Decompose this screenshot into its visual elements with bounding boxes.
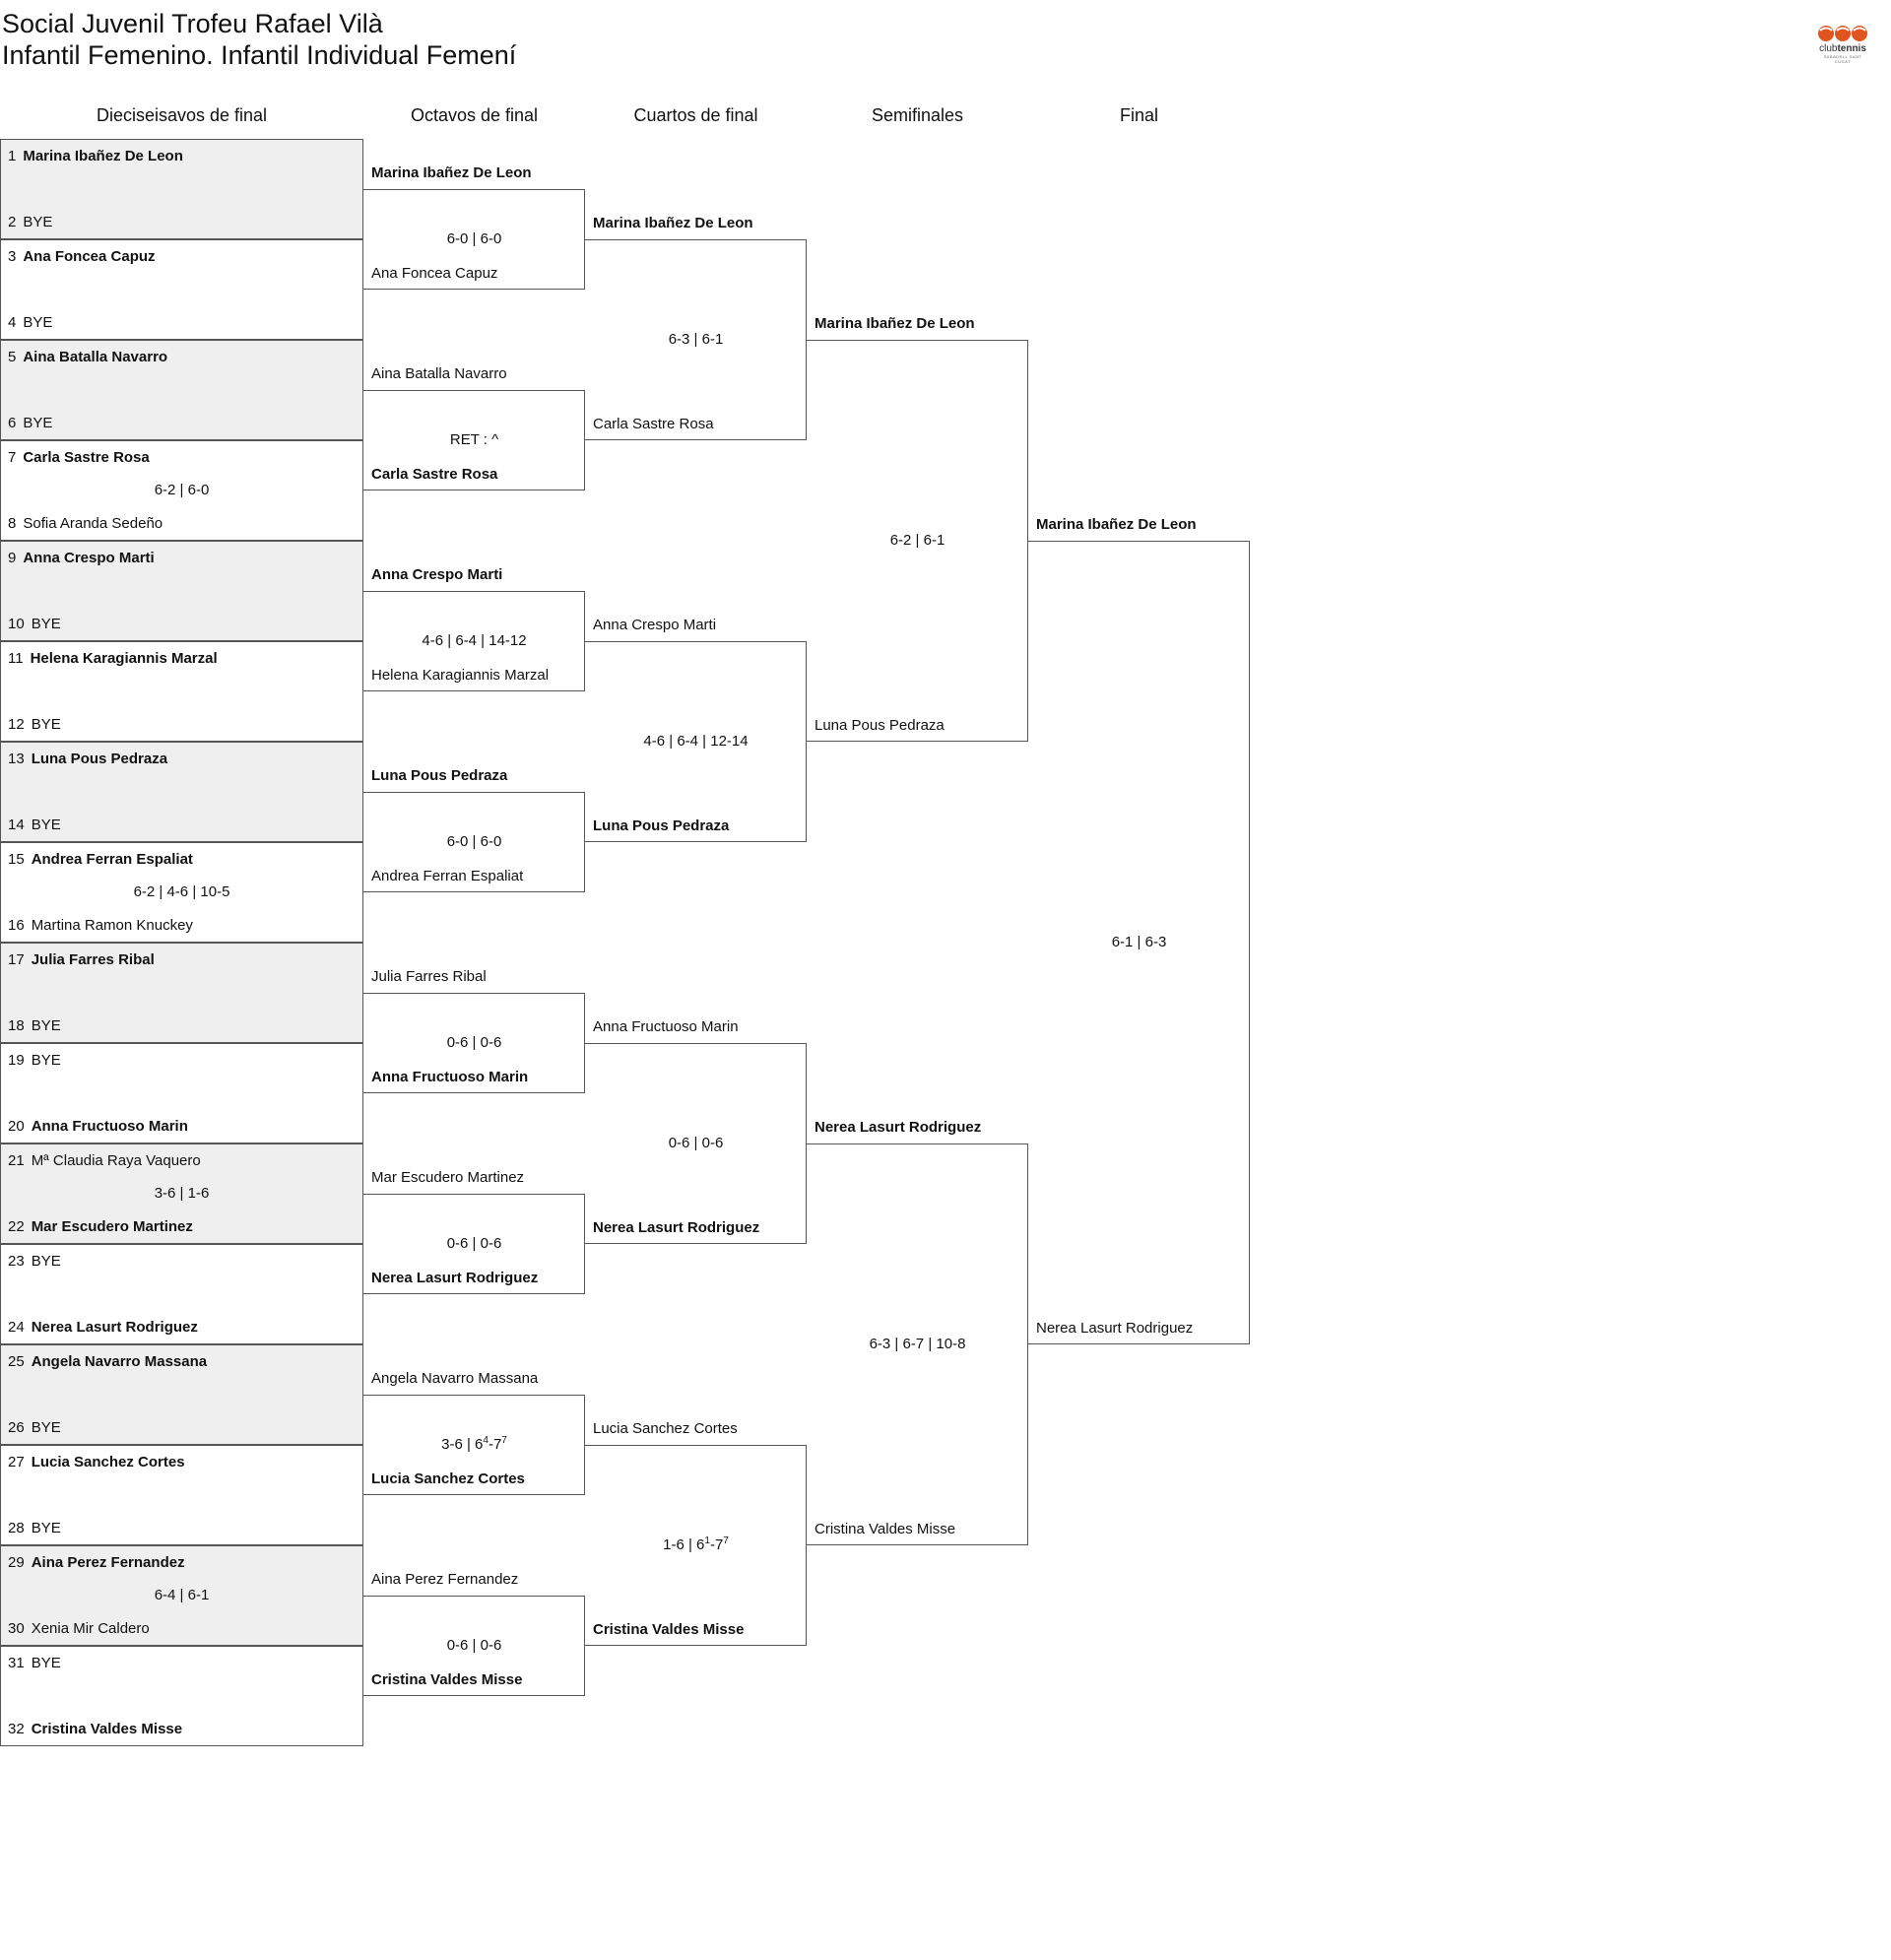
seed-number: 7 [8, 449, 17, 466]
seed-number: 30 [8, 1620, 25, 1637]
score-text: 6-1 | 6-3 [1111, 934, 1167, 950]
player-name: Luna Pous Pedraza [31, 751, 168, 767]
player-name[interactable]: Julia Farres Ribal [371, 968, 487, 985]
player-name[interactable]: Anna Crespo Marti [593, 617, 717, 633]
player-name: Marina Ibañez De Leon [23, 148, 183, 164]
player-name: Mar Escudero Martinez [31, 1218, 193, 1235]
seed-number: 26 [8, 1419, 25, 1436]
player-name: Xenia Mir Caldero [31, 1620, 150, 1637]
player-entry[interactable] [8, 850, 193, 870]
player-name: Helena Karagiannis Marzal [30, 650, 218, 667]
tiebreak-score: 1 [704, 1535, 710, 1546]
player-entry[interactable] [8, 816, 61, 835]
player-name[interactable]: Luna Pous Pedraza [815, 717, 945, 734]
player-name: Anna Fructuoso Marin [31, 1118, 188, 1135]
match-score [585, 1535, 807, 1555]
score-text: 0-6 | 0-6 [446, 1637, 502, 1654]
match-score: 6-4 | 6-1 [154, 1587, 210, 1603]
player-name: Ana Foncea Capuz [23, 248, 156, 265]
seed-number: 22 [8, 1218, 25, 1235]
seed-number: 16 [8, 917, 25, 934]
tennis-ball-logo-icon [1816, 22, 1869, 43]
player-entry[interactable] [8, 1151, 201, 1171]
seed-number: 20 [8, 1118, 25, 1135]
player-entry[interactable] [8, 1318, 198, 1338]
player-name: BYE [23, 214, 53, 230]
player-name: BYE [31, 616, 61, 632]
seed-number: 25 [8, 1353, 25, 1370]
seed-number: 6 [8, 415, 17, 431]
seed-number: 18 [8, 1017, 25, 1034]
player-name[interactable]: Carla Sastre Rosa [371, 466, 498, 483]
player-name: Nerea Lasurt Rodriguez [31, 1319, 198, 1336]
player-name: Andrea Ferran Espaliat [31, 851, 193, 868]
match-score [363, 631, 585, 651]
seed-number: 15 [8, 851, 25, 868]
player-name: BYE [31, 1655, 61, 1671]
match-score: 6-2 | 4-6 | 10-5 [133, 883, 230, 900]
player-entry[interactable] [8, 715, 61, 735]
player-name[interactable]: Cristina Valdes Misse [815, 1521, 956, 1537]
player-name: BYE [31, 1052, 61, 1069]
score-text: RET : ^ [449, 431, 499, 448]
player-name[interactable]: Anna Fructuoso Marin [371, 1069, 529, 1085]
seed-number: 11 [8, 650, 24, 667]
player-name: Aina Batalla Navarro [23, 349, 168, 365]
match-score [585, 732, 807, 751]
match-score [807, 1335, 1028, 1354]
seed-number: 31 [8, 1655, 25, 1671]
page-subtitle: Infantil Femenino. Infantil Individual Femení [2, 40, 517, 70]
player-entry[interactable] [8, 1117, 188, 1137]
player-name: BYE [31, 716, 61, 733]
player-entry[interactable] [8, 1217, 193, 1237]
player-name[interactable]: Nerea Lasurt Rodriguez [371, 1270, 539, 1286]
round-header-sf: Semifinales [871, 105, 964, 125]
player-name[interactable]: Luna Pous Pedraza [371, 767, 508, 784]
player-entry[interactable] [8, 414, 52, 433]
seed-number: 28 [8, 1520, 25, 1536]
seed-number: 12 [8, 716, 25, 733]
seed-number: 17 [8, 951, 25, 968]
player-name: Aina Perez Fernandez [31, 1554, 185, 1571]
match-score [1028, 933, 1250, 952]
player-name: Sofia Aranda Sedeño [23, 515, 163, 532]
seed-number: 23 [8, 1253, 25, 1270]
player-name[interactable]: Ana Foncea Capuz [371, 265, 498, 282]
player-name[interactable]: Cristina Valdes Misse [371, 1671, 523, 1688]
player-entry[interactable] [8, 1654, 61, 1673]
player-entry[interactable] [8, 750, 167, 769]
player-entry[interactable] [8, 1352, 207, 1372]
player-name[interactable]: Anna Fructuoso Marin [593, 1018, 739, 1035]
player-entry[interactable] [8, 649, 218, 669]
player-name: Anna Crespo Marti [23, 550, 155, 566]
player-entry[interactable] [8, 1252, 61, 1272]
match-score [363, 1234, 585, 1254]
player-name: BYE [23, 415, 53, 431]
player-name: Lucia Sanchez Cortes [31, 1454, 185, 1470]
match-score [363, 832, 585, 852]
match-score [585, 1134, 807, 1153]
seed-number: 19 [8, 1052, 25, 1069]
player-name: Carla Sastre Rosa [23, 449, 150, 466]
player-name[interactable]: Anna Crespo Marti [371, 566, 503, 583]
seed-number: 24 [8, 1319, 25, 1336]
match-score: 3-6 | 1-6 [154, 1185, 210, 1202]
score-text: 6-3 | 6-7 | 10-8 [869, 1336, 966, 1352]
seed-number: 2 [8, 214, 17, 230]
match-score [363, 1435, 585, 1455]
score-text: 6-3 | 6-1 [668, 331, 724, 348]
score-text: 4-6 | 6-4 | 12-14 [643, 733, 749, 750]
match-score [807, 531, 1028, 551]
player-name: BYE [31, 1253, 61, 1270]
player-name: Cristina Valdes Misse [31, 1721, 183, 1737]
player-entry[interactable] [8, 1051, 61, 1071]
player-name: BYE [31, 1520, 61, 1536]
player-name: BYE [31, 817, 61, 833]
player-name[interactable]: Marina Ibañez De Leon [815, 315, 975, 332]
player-name: BYE [31, 1017, 61, 1034]
player-name: Angela Navarro Massana [31, 1353, 208, 1370]
score-text: 1-6 | 6 [663, 1536, 705, 1553]
seed-number: 3 [8, 248, 17, 265]
player-name[interactable]: Helena Karagiannis Marzal [371, 667, 550, 684]
page-title: Social Juvenil Trofeu Rafael Vilà [2, 9, 383, 38]
seed-number: 9 [8, 550, 17, 566]
score-text: 4-6 | 6-4 | 14-12 [422, 632, 527, 649]
logo-text: clubtennis [1819, 43, 1866, 54]
player-name: BYE [31, 1419, 61, 1436]
player-name[interactable]: Mar Escudero Martinez [371, 1169, 525, 1186]
player-name[interactable]: Andrea Ferran Espaliat [371, 868, 524, 884]
player-name[interactable]: Aina Perez Fernandez [371, 1571, 519, 1588]
match-score [585, 330, 807, 350]
seed-number: 27 [8, 1454, 25, 1470]
player-entry[interactable] [8, 1016, 61, 1036]
logo-tagline: SABADELL SANT CUGAT [1823, 54, 1862, 64]
player-entry[interactable] [8, 348, 167, 367]
player-name[interactable]: Nerea Lasurt Rodriguez [1036, 1320, 1194, 1337]
score-text: -7 [488, 1436, 502, 1453]
score-text: 6-0 | 6-0 [446, 833, 502, 850]
player-name[interactable]: Marina Ibañez De Leon [1036, 516, 1197, 533]
player-entry[interactable] [8, 1453, 185, 1472]
player-name[interactable]: Lucia Sanchez Cortes [371, 1470, 525, 1487]
player-entry[interactable] [8, 313, 52, 333]
round-header-final: Final [1119, 105, 1158, 125]
player-name[interactable]: Marina Ibañez De Leon [371, 164, 532, 181]
score-text: 6-2 | 6-1 [889, 532, 946, 549]
player-entry[interactable] [8, 147, 183, 166]
player-name[interactable]: Luna Pous Pedraza [593, 817, 730, 834]
player-entry[interactable] [8, 247, 156, 267]
seed-number: 5 [8, 349, 17, 365]
player-name[interactable]: Nerea Lasurt Rodriguez [815, 1119, 982, 1136]
player-entry[interactable] [8, 448, 150, 468]
seed-number: 29 [8, 1554, 25, 1571]
seed-number: 32 [8, 1721, 25, 1737]
score-text: 3-6 | 6 [441, 1436, 484, 1453]
score-text: 6-0 | 6-0 [446, 230, 502, 247]
match-score: 6-2 | 6-0 [154, 482, 210, 498]
player-entry[interactable] [8, 1619, 150, 1639]
match-score [363, 1033, 585, 1053]
player-entry[interactable] [8, 1553, 185, 1573]
match-score [363, 229, 585, 249]
match-score [363, 430, 585, 450]
player-name[interactable]: Nerea Lasurt Rodriguez [593, 1219, 760, 1236]
player-name: Mª Claudia Raya Vaquero [31, 1152, 201, 1169]
player-name: Julia Farres Ribal [31, 951, 155, 968]
player-name[interactable]: Angela Navarro Massana [371, 1370, 539, 1387]
seed-number: 21 [8, 1152, 25, 1169]
match-score [363, 1636, 585, 1656]
round-header-r32: Dieciseisavos de final [96, 105, 268, 125]
player-name[interactable]: Lucia Sanchez Cortes [593, 1420, 738, 1437]
player-entry[interactable] [8, 1418, 61, 1438]
score-text: 0-6 | 0-6 [446, 1034, 502, 1051]
seed-number: 13 [8, 751, 25, 767]
round-header-qf: Cuartos de final [633, 105, 758, 125]
player-entry[interactable] [8, 1519, 61, 1538]
score-text: -7 [709, 1536, 724, 1553]
player-name[interactable]: Carla Sastre Rosa [593, 416, 714, 432]
player-name[interactable]: Marina Ibañez De Leon [593, 215, 753, 231]
tiebreak-score: 7 [501, 1435, 507, 1446]
player-name[interactable]: Aina Batalla Navarro [371, 365, 507, 382]
player-entry[interactable] [8, 213, 52, 232]
player-entry[interactable] [8, 615, 61, 634]
player-entry[interactable] [8, 1720, 182, 1739]
seed-number: 14 [8, 817, 25, 833]
tiebreak-score: 7 [723, 1535, 729, 1546]
seed-number: 10 [8, 616, 25, 632]
round-header-r16: Octavos de final [410, 105, 539, 125]
tiebreak-score: 4 [483, 1435, 489, 1446]
player-entry[interactable] [8, 549, 155, 568]
seed-number: 4 [8, 314, 17, 331]
player-name: BYE [23, 314, 53, 331]
score-text: 0-6 | 0-6 [668, 1135, 724, 1151]
club-logo [1816, 22, 1869, 64]
player-name[interactable]: Cristina Valdes Misse [593, 1621, 745, 1638]
player-entry[interactable] [8, 950, 155, 970]
seed-number: 1 [8, 148, 17, 164]
seed-number: 8 [8, 515, 17, 532]
player-name: Martina Ramon Knuckey [31, 917, 193, 934]
player-entry[interactable] [8, 514, 163, 534]
score-text: 0-6 | 0-6 [446, 1235, 502, 1252]
player-entry[interactable] [8, 916, 193, 936]
